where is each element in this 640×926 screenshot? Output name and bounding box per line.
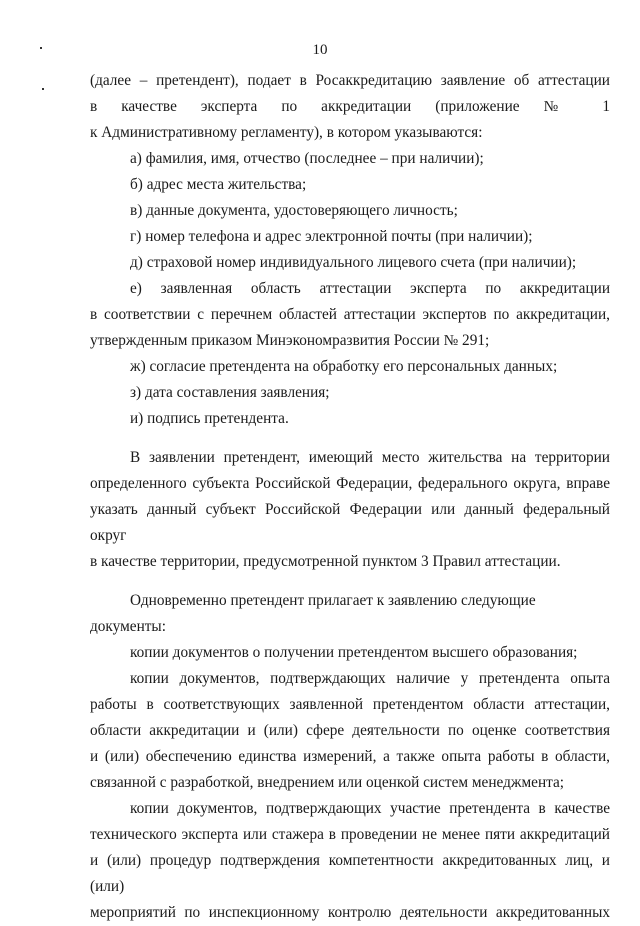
text-line: области аккредитации и (или) сфере деятельности по оценке соответствия [90, 722, 610, 739]
text-line: мероприятий по инспекционному контролю деятельности аккредитованных [90, 904, 610, 921]
page-number: 10 [312, 42, 328, 58]
text-line: утвержденным приказом Минэкономразвития России № 291; [90, 332, 490, 349]
scan-mark-side [42, 88, 44, 90]
text-line: в качестве эксперта по аккредитации (приложение № 1 [90, 98, 610, 115]
paragraph-line: В заявлении претендент, имеющий место жительства на территории [130, 449, 610, 466]
list-item: и) подпись претендента. [130, 410, 289, 427]
text-line: в качестве территории, предусмотренной пунктом 3 Правил аттестации. [90, 553, 561, 570]
text-line: в соответствии с перечнем областей аттестации экспертов по аккредитации, [90, 306, 610, 323]
text-line: связанной с разработкой, внедрением или оценкой систем менеджмента; [90, 774, 565, 791]
text-line: определенного субъекта Российской Федерации, федерального округа, вправе [90, 475, 610, 492]
list-item: е) заявленная область аттестации эксперта по аккредитации [130, 280, 610, 297]
list-item: а) фамилия, имя, отчество (последнее – при наличии); [130, 150, 484, 167]
text-line: к Административному регламенту), в котором указываются: [90, 124, 483, 141]
list-item: д) страховой номер индивидуального лицевого счета (при наличии); [130, 254, 577, 271]
text-line: технического эксперта или стажера в проведении не менее пяти аккредитаций [90, 826, 610, 843]
paragraph-line: копии документов, подтверждающих участие претендента в качестве [130, 800, 610, 817]
list-item: з) дата составления заявления; [130, 384, 330, 401]
list-item: г) номер телефона и адрес электронной почты (при наличии); [130, 228, 533, 245]
text-line: (далее – претендент), подает в Росаккредитацию заявление об аттестации [90, 72, 610, 89]
list-item: в) данные документа, удостоверяющего личность; [130, 202, 458, 219]
text-line: указать данный субъект Российской Федерации или данный федеральный округ [90, 501, 610, 544]
text-line: и (или) обеспечению единства измерений, а также опыта работы в области, [90, 748, 610, 765]
paragraph-line: копии документов, подтверждающих наличие у претендента опыта [130, 670, 610, 687]
list-item: б) адрес места жительства; [130, 176, 307, 193]
paragraph-line: копии документов о получении претендентом высшего образования; [130, 644, 578, 661]
document-body [90, 68, 610, 926]
paragraph-line: Одновременно претендент прилагает к заявлению следующие документы: [90, 592, 536, 635]
text-line: работы в соответствующих заявленной претендентом области аттестации, [90, 696, 610, 713]
text-line: и (или) процедур подтверждения компетентности аккредитованных лиц, и (или) [90, 852, 610, 895]
list-item: ж) согласие претендента на обработку его персональных данных; [130, 358, 558, 375]
